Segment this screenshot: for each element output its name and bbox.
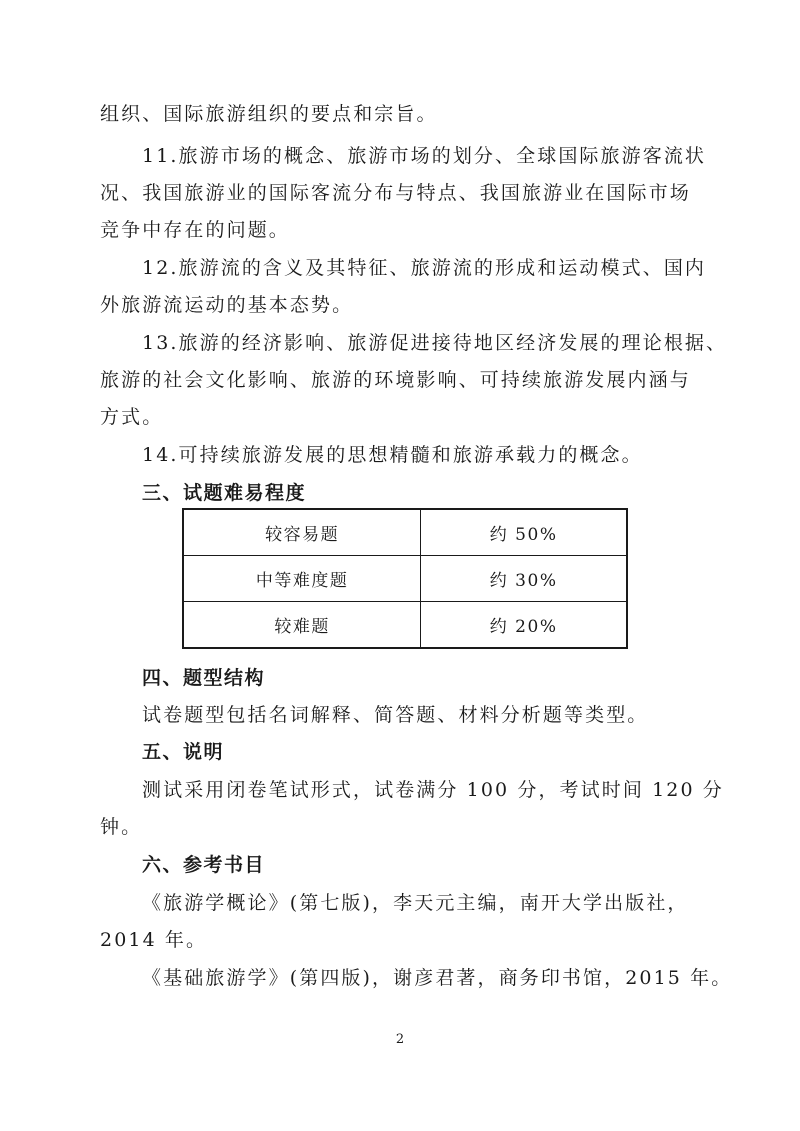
table-row <box>183 509 627 556</box>
reference-2: 《基础旅游学》(第四版)，谢彦君著，商务印书馆，2015 年。 <box>142 967 733 989</box>
table-cell-level: 中等难度题 <box>183 556 421 602</box>
table-cell-level: 较难题 <box>183 602 421 649</box>
section-heading-references: 六、参考书目 <box>142 854 266 876</box>
page-number: 2 <box>395 1032 405 1047</box>
item-13-line-2: 旅游的社会文化影响、旅游的环境影响、可持续旅游发展内涵与 <box>100 369 691 391</box>
reference-1-line-1: 《旅游学概论》(第七版)，李天元主编，南开大学出版社， <box>142 892 689 914</box>
notes-line-2: 钟。 <box>100 816 143 838</box>
table-cell-share: 约 20% <box>421 602 627 649</box>
item-13-line-3: 方式。 <box>100 406 164 428</box>
item-11-line-1: 11.旅游市场的概念、旅游市场的划分、全球国际旅游客流状 <box>142 145 707 167</box>
reference-1-line-2: 2014 年。 <box>100 929 208 951</box>
difficulty-table <box>182 508 628 649</box>
table-cell-share: 约 30% <box>421 556 627 602</box>
table-row <box>183 556 627 602</box>
section-heading-difficulty: 三、试题难易程度 <box>142 482 307 504</box>
table-row <box>183 602 627 649</box>
item-13-line-1: 13.旅游的经济影响、旅游促进接待地区经济发展的理论根据、 <box>142 332 728 354</box>
table-cell-level: 较容易题 <box>183 509 421 556</box>
item-14-line-1: 14.可持续旅游发展的思想精髓和旅游承载力的概念。 <box>142 444 643 466</box>
notes-line-1: 测试采用闭卷笔试形式，试卷满分 100 分，考试时间 120 分 <box>142 779 724 801</box>
item-12-line-1: 12.旅游流的含义及其特征、旅游流的形成和运动模式、国内 <box>142 257 707 279</box>
section-heading-structure: 四、题型结构 <box>142 667 266 689</box>
item-11-line-2: 况、我国旅游业的国际客流分布与特点、我国旅游业在国际市场 <box>100 182 691 204</box>
section-heading-notes: 五、说明 <box>142 741 225 763</box>
structure-text: 试卷题型包括名词解释、简答题、材料分析题等类型。 <box>142 704 649 726</box>
paragraph-line: 组织、国际旅游组织的要点和宗旨。 <box>100 103 438 125</box>
item-11-line-3: 竞争中存在的问题。 <box>100 219 290 241</box>
item-12-line-2: 外旅游流运动的基本态势。 <box>100 294 354 316</box>
table-cell-share: 约 50% <box>421 509 627 556</box>
